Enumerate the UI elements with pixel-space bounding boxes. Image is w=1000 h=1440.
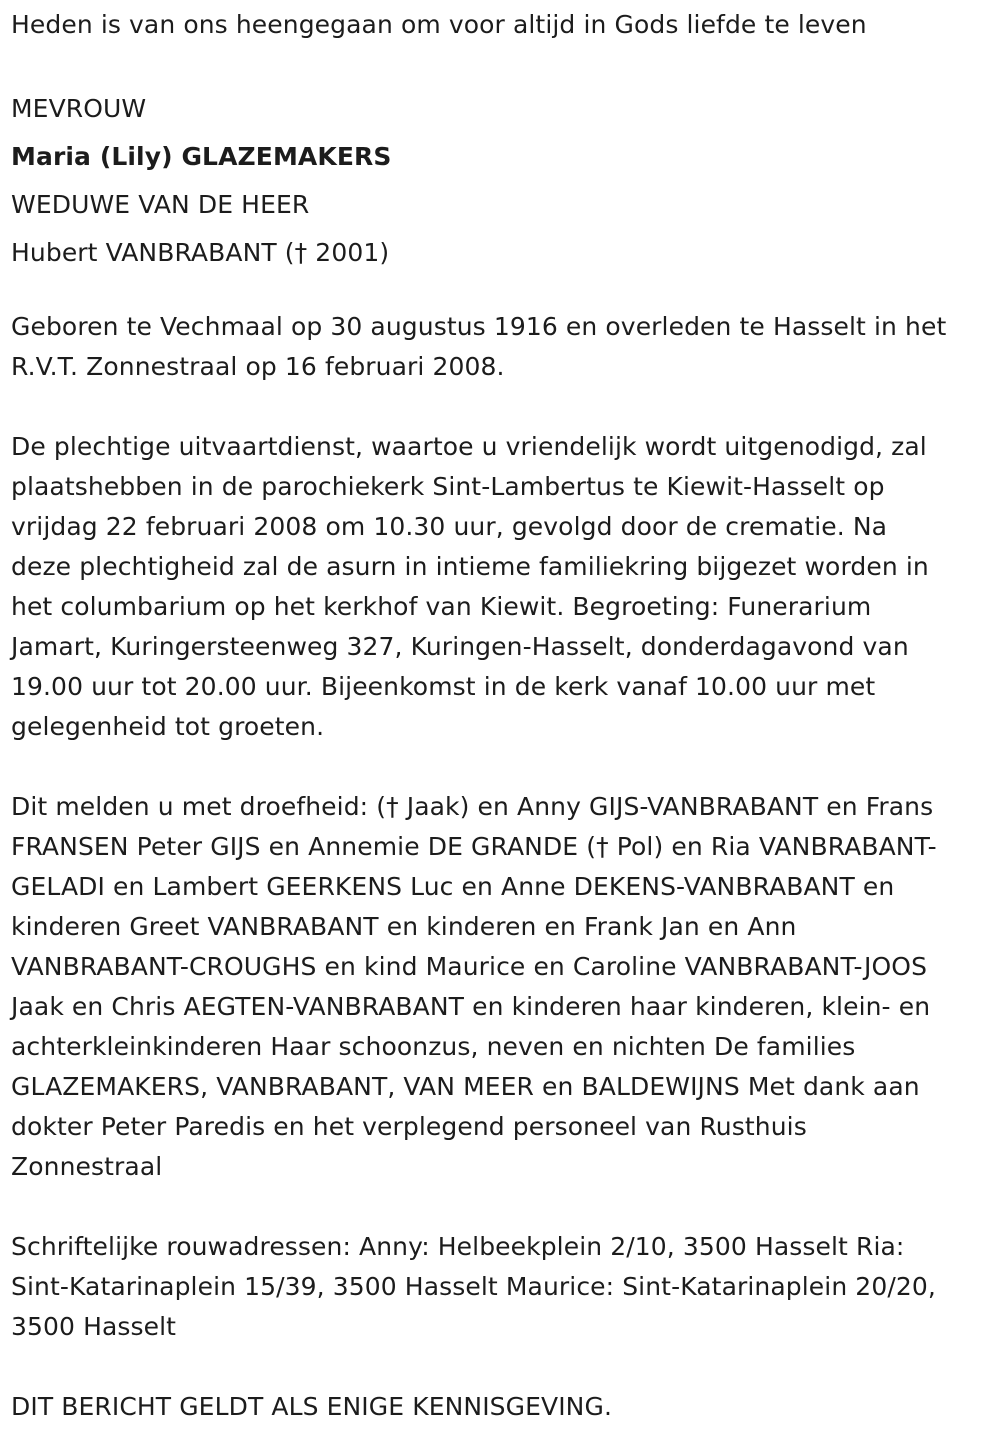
text-line: 3500 Hasselt: [11, 1312, 177, 1341]
text-line: Jamart, Kuringersteenweg 327, Kuringen-Hasselt, donderdagavond van: [11, 632, 909, 661]
salutation: MEVROUW: [11, 94, 147, 123]
text-line: dokter Peter Paredis en het verplegend personeel van Rusthuis: [11, 1112, 807, 1141]
text-line: 19.00 uur tot 20.00 uur. Bijeenkomst in de kerk vanaf 10.00 uur met: [11, 672, 876, 701]
text-line: GLAZEMAKERS, VANBRABANT, VAN MEER en BALDEWIJNS Met dank aan: [11, 1072, 920, 1101]
text-line: Dit melden u met droefheid: († Jaak) en Anny GIJS-VANBRABANT en Frans: [11, 792, 934, 821]
text-line: achterkleinkinderen Haar schoonzus, neven en nichten De families: [11, 1032, 856, 1061]
text-line: Jaak en Chris AEGTEN-VANBRABANT en kinderen haar kinderen, klein- en: [11, 992, 931, 1021]
deceased-name: Maria (Lily) GLAZEMAKERS: [11, 142, 392, 171]
text-line: FRANSEN Peter GIJS en Annemie DE GRANDE († Pol) en Ria VANBRABANT-: [11, 832, 937, 861]
text-line: VANBRABANT-CROUGHS en kind Maurice en Caroline VANBRABANT-JOOS: [11, 952, 928, 981]
death-notice: [11, 0, 993, 1427]
funeral-service-paragraph: [11, 427, 993, 747]
text-line: Sint-Katarinaplein 15/39, 3500 Hasselt Maurice: Sint-Katarinaplein 20/20,: [11, 1272, 936, 1301]
text-line: kinderen Greet VANBRABANT en kinderen en Frank Jan en Ann: [11, 912, 797, 941]
text-line: deze plechtigheid zal de asurn in intieme familiekring bijgezet worden in: [11, 552, 929, 581]
spouse-name: Hubert VANBRABANT († 2001): [11, 238, 390, 267]
text-line: het columbarium op het kerkhof van Kiewit. Begroeting: Funerarium: [11, 592, 872, 621]
text-line: gelegenheid tot groeten.: [11, 712, 325, 741]
text-line: De plechtige uitvaartdienst, waartoe u vriendelijk wordt uitgenodigd, zal: [11, 432, 927, 461]
text-line: plaatshebben in de parochiekerk Sint-Lambertus te Kiewit-Hasselt op: [11, 472, 885, 501]
text-line: Schriftelijke rouwadressen: Anny: Helbeekplein 2/10, 3500 Hasselt Ria:: [11, 1232, 905, 1261]
text-line: vrijdag 22 februari 2008 om 10.30 uur, gevolgd door de crematie. Na: [11, 512, 888, 541]
text-line: GELADI en Lambert GEERKENS Luc en Anne DEKENS-VANBRABANT en: [11, 872, 895, 901]
address-paragraph: [11, 1227, 993, 1347]
family-paragraph: [11, 787, 993, 1187]
closing-notice: DIT BERICHT GELDT ALS ENIGE KENNISGEVING.: [11, 1392, 612, 1421]
text-line: R.V.T. Zonnestraal op 16 februari 2008.: [11, 352, 505, 381]
birth-death-paragraph: [11, 307, 993, 387]
text-line: Geboren te Vechmaal op 30 augustus 1916 en overleden te Hasselt in het: [11, 312, 947, 341]
text-line: Zonnestraal: [11, 1152, 163, 1181]
intro-text: Heden is van ons heengegaan om voor altijd in Gods liefde te leven: [11, 10, 867, 39]
widow-of-label: WEDUWE VAN DE HEER: [11, 190, 310, 219]
